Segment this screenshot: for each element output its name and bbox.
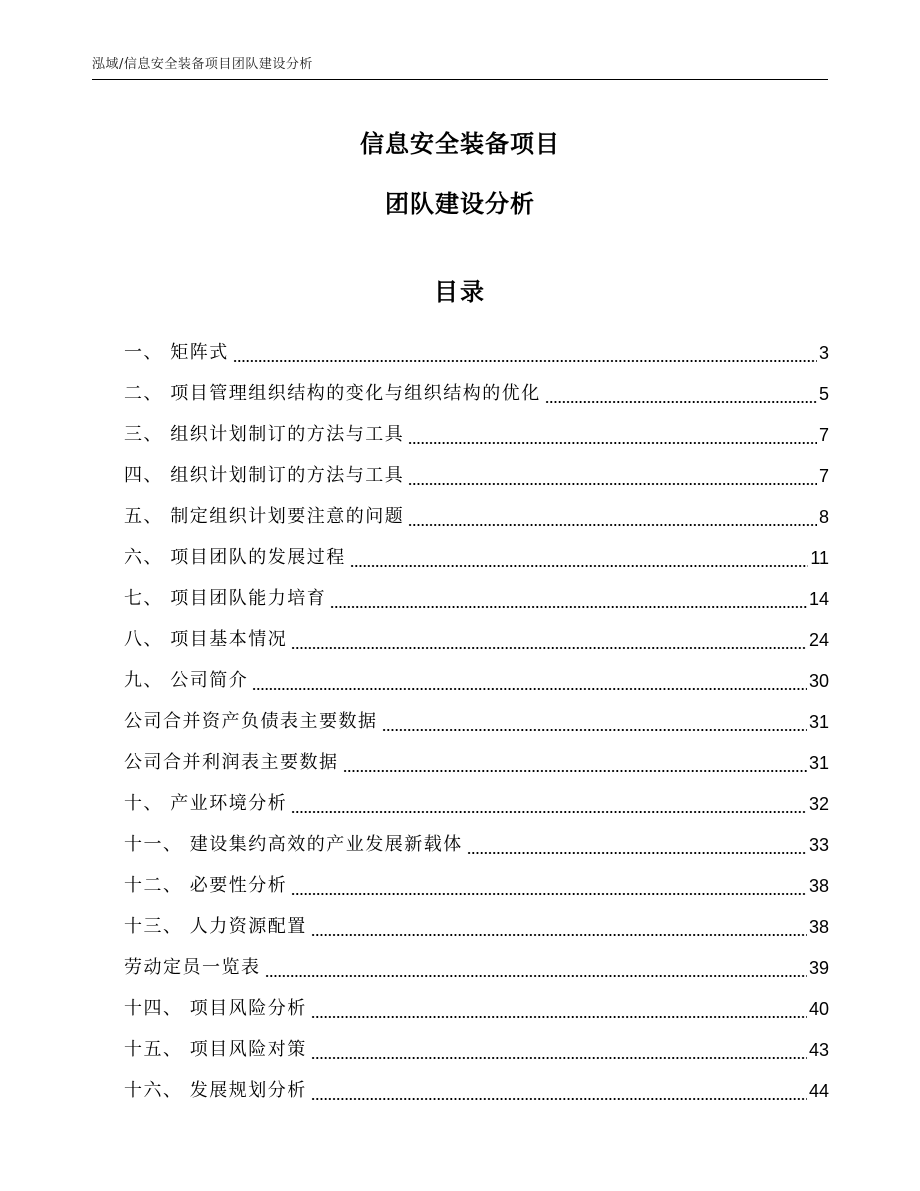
- toc-entry[interactable]: [124, 529, 829, 570]
- page-header: 泓域/信息安全装备项目团队建设分析: [92, 53, 828, 80]
- toc-entry-page-number: 33: [808, 835, 829, 855]
- toc-dot-leader: [291, 628, 807, 652]
- table-of-contents: [124, 324, 829, 1103]
- toc-entry[interactable]: [124, 488, 829, 529]
- toc-dot-leader: [252, 669, 807, 693]
- toc-entry-page-number: 39: [808, 958, 829, 978]
- toc-entry-label[interactable]: 公司合并利润表主要数据: [124, 752, 339, 773]
- toc-entry[interactable]: [124, 1062, 829, 1103]
- toc-entry-page-number: 32: [808, 794, 829, 814]
- toc-entry[interactable]: [124, 1021, 829, 1062]
- toc-entry[interactable]: [124, 611, 829, 652]
- toc-dot-leader: [291, 874, 807, 898]
- toc-entry-page-number: 43: [808, 1040, 829, 1060]
- toc-entry-label[interactable]: 十六、 发展规划分析: [124, 1080, 307, 1101]
- toc-entry-page-number: 8: [818, 507, 829, 527]
- toc-entry-label[interactable]: 五、 制定组织计划要注意的问题: [124, 506, 405, 527]
- toc-entry[interactable]: [124, 775, 829, 816]
- toc-entry-page-number: 24: [808, 630, 829, 650]
- toc-entry-label[interactable]: 十四、 项目风险分析: [124, 998, 307, 1019]
- toc-entry-page-number: 44: [808, 1081, 829, 1101]
- toc-entry-page-number: 31: [808, 712, 829, 732]
- toc-entry[interactable]: [124, 939, 829, 980]
- toc-entry-label[interactable]: 二、 项目管理组织结构的变化与组织结构的优化: [124, 383, 541, 404]
- toc-dot-leader: [408, 423, 817, 447]
- toc-dot-leader: [545, 382, 817, 406]
- document-title-line2: 团队建设分析: [385, 190, 535, 218]
- toc-dot-leader: [291, 792, 807, 816]
- toc-entry-label[interactable]: 三、 组织计划制订的方法与工具: [124, 424, 405, 445]
- toc-entry[interactable]: [124, 693, 829, 734]
- toc-dot-leader: [311, 1079, 807, 1103]
- toc-entry-label[interactable]: 十、 产业环境分析: [124, 793, 288, 814]
- toc-dot-leader: [330, 587, 807, 611]
- toc-dot-leader: [311, 915, 807, 939]
- toc-entry-page-number: 11: [810, 548, 829, 568]
- toc-dot-leader: [467, 833, 807, 857]
- toc-dot-leader: [311, 997, 807, 1021]
- toc-entry[interactable]: [124, 980, 829, 1021]
- toc-dot-leader: [382, 710, 807, 734]
- toc-dot-leader: [233, 341, 817, 365]
- toc-entry-page-number: 3: [818, 343, 829, 363]
- toc-entry[interactable]: [124, 406, 829, 447]
- toc-entry[interactable]: [124, 816, 829, 857]
- toc-entry-label[interactable]: 十三、 人力资源配置: [124, 916, 307, 937]
- toc-entry[interactable]: [124, 898, 829, 939]
- toc-entry-label[interactable]: 十五、 项目风险对策: [124, 1039, 307, 1060]
- toc-entry[interactable]: [124, 365, 829, 406]
- toc-dot-leader: [343, 751, 807, 775]
- toc-dot-leader: [265, 956, 807, 980]
- toc-entry[interactable]: [124, 652, 829, 693]
- toc-entry-page-number: 30: [808, 671, 829, 691]
- toc-entry-page-number: 31: [808, 753, 829, 773]
- toc-entry-label[interactable]: 八、 项目基本情况: [124, 629, 288, 650]
- toc-heading: 目录: [434, 278, 486, 306]
- toc-entry-page-number: 38: [808, 876, 829, 896]
- toc-entry[interactable]: [124, 324, 829, 365]
- toc-dot-leader: [408, 464, 817, 488]
- toc-entry[interactable]: [124, 857, 829, 898]
- toc-entry-page-number: 5: [818, 384, 829, 404]
- toc-entry[interactable]: [124, 570, 829, 611]
- toc-dot-leader: [311, 1038, 807, 1062]
- toc-dot-leader: [350, 546, 809, 570]
- toc-entry-label[interactable]: 十二、 必要性分析: [124, 875, 288, 896]
- toc-entry-label[interactable]: 十一、 建设集约高效的产业发展新载体: [124, 834, 463, 855]
- toc-entry-label[interactable]: 七、 项目团队能力培育: [124, 588, 327, 609]
- toc-entry-label[interactable]: 九、 公司简介: [124, 670, 249, 691]
- toc-entry-page-number: 7: [818, 466, 829, 486]
- toc-entry-label[interactable]: 公司合并资产负债表主要数据: [124, 711, 378, 732]
- toc-entry-page-number: 40: [808, 999, 829, 1019]
- toc-entry-page-number: 38: [808, 917, 829, 937]
- toc-entry-label[interactable]: 四、 组织计划制订的方法与工具: [124, 465, 405, 486]
- toc-entry-page-number: 14: [808, 589, 829, 609]
- toc-entry[interactable]: [124, 734, 829, 775]
- toc-entry-label[interactable]: 劳动定员一览表: [124, 957, 261, 978]
- toc-entry-label[interactable]: 一、 矩阵式: [124, 342, 229, 363]
- toc-entry-label[interactable]: 六、 项目团队的发展过程: [124, 547, 346, 568]
- toc-dot-leader: [408, 505, 817, 529]
- toc-entry[interactable]: [124, 447, 829, 488]
- document-title-line1: 信息安全装备项目: [360, 130, 560, 158]
- toc-entry-page-number: 7: [818, 425, 829, 445]
